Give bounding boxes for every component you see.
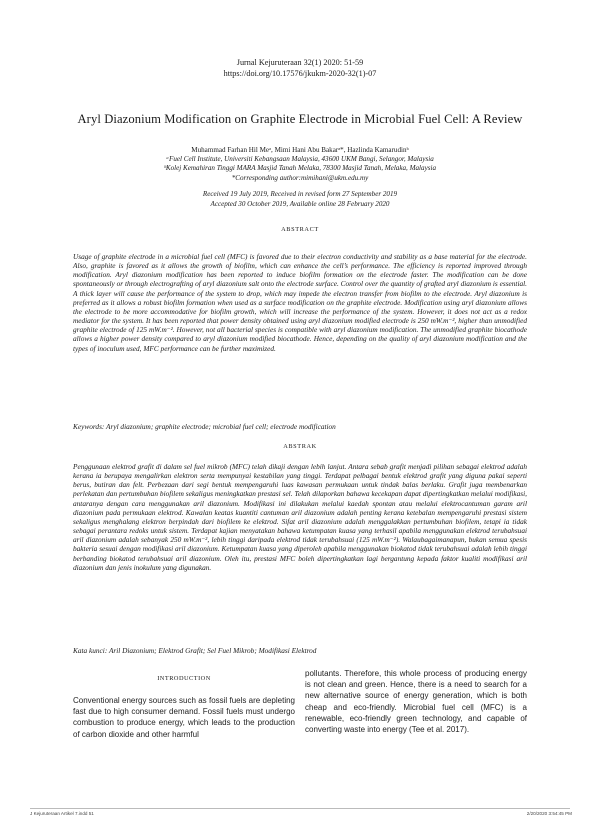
corresponding-author: *Corresponding author:mimihani@ukm.edu.my	[231, 173, 369, 182]
abstract-heading: ABSTRACT	[281, 226, 319, 233]
received-date: Received 19 July 2019, Received in revised form 27 September 2019	[202, 190, 398, 198]
abstrak-heading: ABSTRAK	[283, 443, 317, 450]
footer-file: J Kejuruteraan Artikel 7.indd 51	[30, 811, 94, 816]
abstract-keywords: Keywords: Aryl diazonium; graphite electrode; microbial fuel cell; electrode modification	[73, 422, 336, 431]
article-title: Aryl Diazonium Modification on Graphite Electrode in Microbial Fuel Cell: A Review	[77, 112, 523, 126]
abstract-text: Usage of graphite electrode in a microbial fuel cell (MFC) is favored due to their electron conductivity and stability as a base material for the electrode. Also, graphite is favored as it allows the growth of biofilm, which can enhance the cell’s performance. The efficiency is reported improved through modification. Aryl diazonium modification has been reported to induce biofilm formation on the electrode faster. The modification can be done spontaneously or through electrografting of aryl diazonium salt onto the electrode surface. Control over the quantity of grafted aryl diazonium is essential. A thick layer will cause the performance of the system to drop, which may impede the electron transfer from biofilm to the electrode. Aryl diazonium is preferred as it allows a robust biofilm formation when used as a surface modification on the graphite electrode. Modification using aryl diazonium allows the electrode to be more accommodative for biofilm growth, which will increase the performance of the system. However, it does not act as a redox mediator for the system. It has been reported that power density obtained using aryl diazonium modified electrode is 250 mW.m⁻², higher than unmodified graphite electrode of 125 mW.m⁻². However, not all bacterial species is compatible with aryl diazonium modification. The unmodified graphite biocathode allows a higher power density compared to aryl diazonium modified biocathode. Hence, depending on the quality of aryl diazonium modification and the types of inoculum used, MFC performance can be further maximized.	[73, 252, 527, 353]
footer-timestamp: 2/20/2020 3:54:45 PM	[526, 811, 572, 816]
journal-header	[0, 57, 600, 79]
author-list: Muhammad Farhan Hil Meᵃ, Mimi Hani Abu Bakarᵃ*, Hazlinda Kamarudinᵇ	[191, 146, 409, 154]
accepted-date: Accepted 30 October 2019, Available online 28 February 2020	[210, 199, 390, 208]
journal-citation: Jurnal Kejuruteraan 32(1) 2020: 51-59	[236, 58, 364, 67]
footer-divider	[30, 808, 570, 809]
affiliation-b: ᵇKolej Kemahiran Tinggi MARA Masjid Tanah Melaka, 78300 Masjid Tanah, Melaka, Malaysia	[164, 164, 436, 173]
introduction-heading: INTRODUCTION	[157, 675, 211, 682]
author-block	[40, 146, 560, 183]
journal-doi[interactable]: https://doi.org/10.17576/jkukm-2020-32(1)-07	[223, 69, 377, 78]
abstrak-text: Penggunaan elektrod grafit di dalam sel fuel mikrob (MFC) telah dikaji dengan lebih lanjut. Antara sebab grafit menjadi pilihan sebagai elektrod adalah kerana ia berupaya mengalirkan elektron serta mempunyai kestabilan yang tinggi. Terdapat pelbagai bentuk elektrod grafit yang diguna pakai seperti berus, butiran dan felt. Perbezaan dari segi bentuk mempengaruhi luas kawasan permukaan untuk tindak balas berlaku. Grafit juga membenarkan perlekatan dan pertumbuhan biofilem sekaligus meningkatkan prestasi sel. Telah dilaporkan bahawa kecekapan dapat dipertingkatkan melalui modifikasi, antaranya dengan cara menggunakan aril diazonium. Modifikasi ini dilakukan melalui kaedah spontan atau melalui elektrocantuman garam aril diazonium pada permukaan elektrod. Kawalan keatas kuantiti cantuman aril diazonium adalah penting kerana ketebalan mempengaruhi prestasi sistem sekaligus menghalang elektron berpindah dari biofilem ke elektrod. Sifat aril diazonium adalah menggalakkan pertumbuhan biofilem, tetapi ia tidak sebagai perantara redoks untuk sistem. Terdapat kajian menyatakan bahawa ketumpatan kuasa yang terhasil apabila menggunakan elektrod terubahsuai aril diazonium adalah sebanyak 250 mW.m⁻², lebih tinggi daripada elektrod tidak terubahsuai (125 mW.m⁻²). Walaubagaimanapun, bukan semua spesis bakteria sesuai dengan modifikasi aril diazonium. Ketumpatan kuasa yang diperoleh apabila menggunakan biokatod tidak terubahsuai adalah lebih tinggi berbanding biokatod terubahsuai aril diazonium. Oleh itu, prestasi MFC boleh dipertingkatkan lagi bergantung kepada faktor kualiti modifikasi aril diazonium dan jenis inokulum yang digunakan.	[73, 462, 527, 572]
abstrak-keywords: Kata kunci: Aril Diazonium; Elektrod Grafit; Sel Fuel Mikrob; Modifikasi Elektrod	[73, 646, 317, 655]
article-dates	[40, 190, 560, 209]
affiliation-a: ᵃFuel Cell Institute, Universiti Kebangsaan Malaysia, 43600 UKM Bangi, Selangor, Malaysia	[166, 155, 434, 164]
introduction-column-left: Conventional energy sources such as fossil fuels are depleting fast due to high consumer demand. Fossil fuels must undergo combustion to produce energy, which leads to the production of carbon dioxide and other harmful	[73, 696, 295, 739]
introduction-column-right: pollutants. Therefore, this whole process of producing energy is not clean and green. Hence, there is a need to search for a new alternative source of energy generation, which is both cheap and eco-friendly. Microbial fuel cell (MFC) is a renewable, eco-friendly green technology, and capable of converting waste into energy (Tee et al. 2017).	[305, 669, 527, 735]
